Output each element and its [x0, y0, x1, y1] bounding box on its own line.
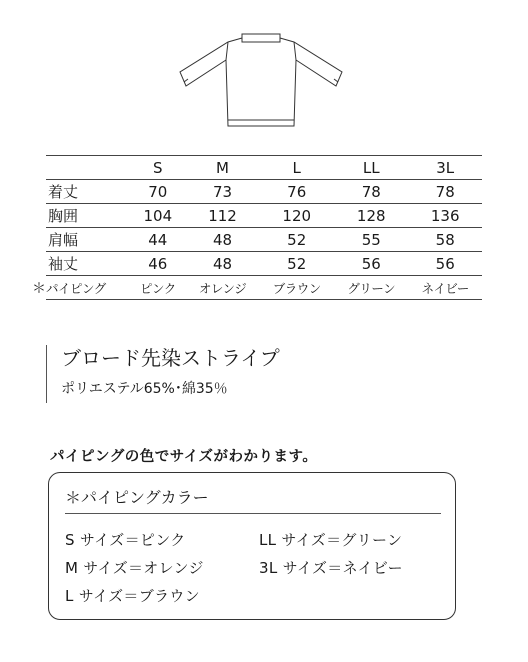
table-cell: 46 — [130, 252, 186, 276]
table-row — [46, 204, 482, 228]
table-cell: 112 — [186, 204, 260, 228]
table-cell: 76 — [259, 180, 334, 204]
row-label: 着丈 — [46, 180, 130, 204]
size-table — [32, 155, 482, 300]
table-cell: 73 — [186, 180, 260, 204]
size-header: S — [130, 156, 186, 180]
table-cell: 44 — [130, 228, 186, 252]
size-table-header — [46, 156, 482, 180]
row-label: 袖丈 — [46, 252, 130, 276]
piping-color-legend — [48, 472, 456, 620]
table-cell: 52 — [259, 252, 334, 276]
table-cell: 128 — [334, 204, 408, 228]
piping-row-label — [32, 276, 130, 300]
product-material: ポリエステル65%･綿35％ — [61, 381, 228, 397]
piping-notice: パイピングの色でサイズがわかります。 — [50, 449, 318, 465]
header-blank — [46, 156, 130, 180]
product-info — [46, 345, 280, 403]
product-name: ブロード先染ストライプ — [61, 346, 280, 370]
table-row — [46, 228, 482, 252]
size-header: L — [259, 156, 334, 180]
asterisk-marker: ＊ — [32, 281, 46, 297]
piping-color-cell: ネイビー — [408, 276, 482, 300]
table-cell: 78 — [408, 180, 482, 204]
legend-item-s: S サイズ＝ピンク — [65, 531, 186, 549]
legend-item-3l: 3L サイズ＝ネイビー — [259, 559, 403, 577]
piping-row — [46, 276, 482, 300]
legend-item-m: M サイズ＝オレンジ — [65, 559, 204, 577]
legend-divider — [65, 513, 441, 514]
table-cell: 104 — [130, 204, 186, 228]
row-label: 肩幅 — [46, 228, 130, 252]
table-cell: 56 — [334, 252, 408, 276]
table-cell: 48 — [186, 228, 260, 252]
table-cell: 56 — [408, 252, 482, 276]
piping-color-cell: ブラウン — [259, 276, 334, 300]
table-cell: 78 — [334, 180, 408, 204]
legend-title: ＊パイピングカラー — [65, 488, 209, 507]
table-cell: 52 — [259, 228, 334, 252]
size-header: M — [186, 156, 260, 180]
table-row — [46, 252, 482, 276]
chef-jacket-back-icon — [176, 30, 346, 130]
piping-color-cell: オレンジ — [186, 276, 260, 300]
table-row — [46, 180, 482, 204]
table-cell: 70 — [130, 180, 186, 204]
table-cell: 55 — [334, 228, 408, 252]
table-cell: 58 — [408, 228, 482, 252]
size-header: LL — [334, 156, 408, 180]
piping-color-cell: グリーン — [334, 276, 408, 300]
row-label: 胸囲 — [46, 204, 130, 228]
legend-item-l: L サイズ＝ブラウン — [65, 587, 200, 605]
table-cell: 48 — [186, 252, 260, 276]
legend-item-ll: LL サイズ＝グリーン — [259, 531, 403, 549]
piping-label: パイピング — [46, 280, 106, 296]
piping-color-cell: ピンク — [130, 276, 186, 300]
table-cell: 136 — [408, 204, 482, 228]
size-header: 3L — [408, 156, 482, 180]
table-cell: 120 — [259, 204, 334, 228]
